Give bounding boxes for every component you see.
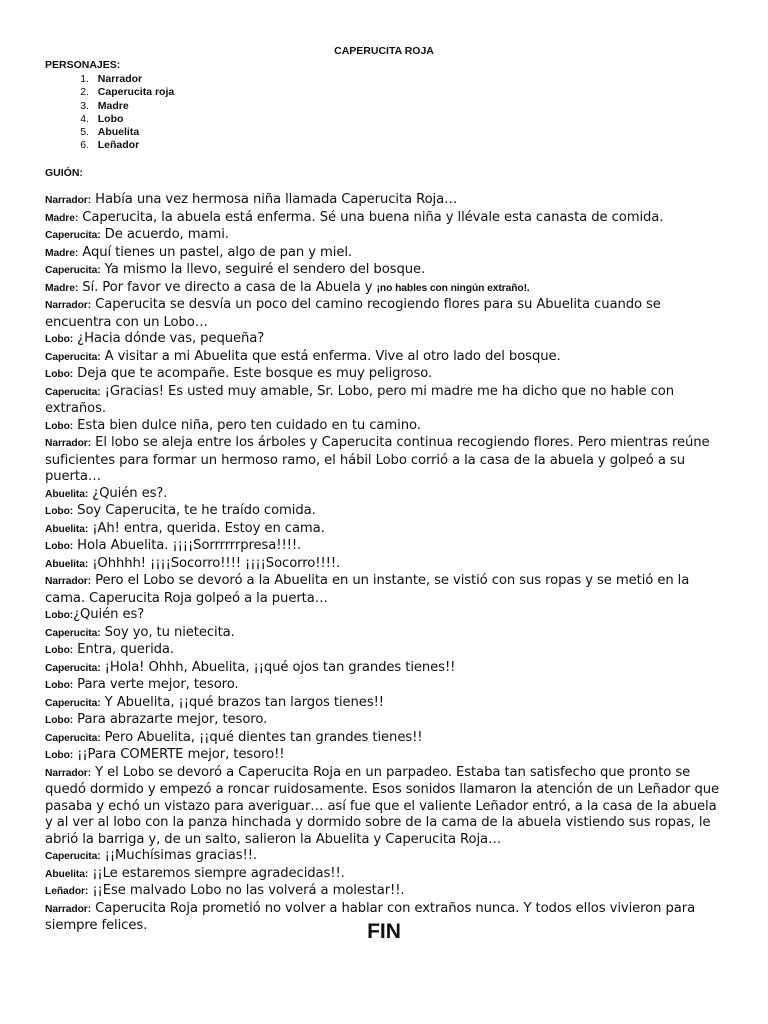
script-line bbox=[45, 573, 725, 607]
speaker-name: Leñador: bbox=[45, 886, 89, 897]
character-item bbox=[45, 100, 298, 113]
character-item bbox=[45, 126, 298, 139]
dialogue-text: Entra, querida. bbox=[73, 642, 175, 657]
character-item bbox=[45, 73, 298, 86]
speaker-name: Caperucita: bbox=[45, 851, 101, 862]
speaker-name: Lobo: bbox=[45, 715, 74, 726]
script-line bbox=[45, 625, 725, 643]
characters-list bbox=[45, 73, 298, 153]
script-line bbox=[45, 848, 725, 866]
dialogue-text: ¿Quién es? bbox=[73, 607, 145, 622]
script-line bbox=[45, 366, 725, 384]
script-line bbox=[45, 280, 725, 298]
dialogue-text: Aquí tienes un pastel, algo de pan y miel. bbox=[78, 244, 353, 260]
script-line bbox=[45, 642, 725, 660]
speaker-name: Caperucita: bbox=[45, 662, 101, 674]
dialogue-text: Hola Abuelita. ¡¡¡¡Sorrrrrrpresa!!!!. bbox=[73, 538, 302, 553]
script-line bbox=[45, 435, 725, 486]
dialogue-text: Y Abuelita, ¡¡qué brazos tan largos tienes!! bbox=[100, 694, 384, 710]
script-line bbox=[45, 747, 725, 765]
script-line bbox=[45, 677, 725, 695]
dialogue-text: Caperucita, la abuela está enferma. Sé una buena niña y llévale esta canasta de comida. bbox=[78, 209, 664, 225]
character-number: 4. bbox=[80, 112, 89, 125]
dialogue-text: Sí. Por favor ve directo a casa de la Abuela y bbox=[78, 279, 377, 295]
speaker-name: Narrador: bbox=[45, 438, 92, 449]
script-line bbox=[45, 765, 725, 849]
script-line bbox=[45, 331, 725, 349]
script-line bbox=[45, 866, 725, 884]
dialogue-text: ¡¡Le estaremos siempre agradecidas!!. bbox=[88, 865, 345, 881]
dialogue-text: Soy Caperucita, te he traído comida. bbox=[73, 503, 316, 518]
script-body bbox=[45, 192, 725, 935]
dialogue-text: Soy yo, tu nietecita. bbox=[100, 624, 235, 640]
speaker-name: Narrador: bbox=[45, 903, 92, 915]
speaker-name: Lobo: bbox=[45, 680, 74, 691]
dialogue-text: ¡Hola! Ohhh, Abuelita, ¡¡qué ojos tan grandes tienes!! bbox=[100, 659, 456, 675]
speaker-name: Caperucita: bbox=[45, 697, 101, 709]
script-line bbox=[45, 262, 725, 280]
end-marker: FIN bbox=[367, 920, 401, 943]
script-line bbox=[45, 556, 725, 574]
character-name: Lobo bbox=[97, 112, 124, 125]
character-name: Leñador bbox=[97, 139, 140, 152]
script-line bbox=[45, 660, 725, 678]
dialogue-text: Caperucita se desvía un poco del camino recogiendo flores para su Abuelita cuando se encuentra con un Lobo… bbox=[45, 297, 661, 330]
character-number: 2. bbox=[80, 86, 89, 99]
speaker-name: Caperucita: bbox=[45, 265, 101, 276]
script-line bbox=[45, 192, 725, 210]
speaker-name: Lobo: bbox=[45, 541, 74, 552]
speaker-name: Lobo: bbox=[45, 750, 74, 761]
script-line bbox=[45, 227, 725, 245]
script-line bbox=[45, 521, 725, 539]
speaker-name: Abuelita: bbox=[45, 488, 89, 500]
speaker-name: Narrador: bbox=[45, 300, 92, 311]
speaker-name: Caperucita: bbox=[45, 732, 101, 744]
speaker-name: Abuelita: bbox=[45, 868, 89, 880]
script-line bbox=[45, 730, 725, 748]
speaker-name: Caperucita: bbox=[45, 351, 101, 363]
dialogue-text: Pero Abuelita, ¡¡qué dientes tan grandes tienes!! bbox=[100, 729, 423, 745]
script-line bbox=[45, 384, 725, 418]
speaker-name: Abuelita: bbox=[45, 523, 89, 535]
script-line bbox=[45, 712, 725, 730]
speaker-name: Lobo: bbox=[45, 645, 74, 656]
dialogue-text: A visitar a mi Abuelita que está enferma. Vive al otro lado del bosque. bbox=[100, 348, 561, 364]
character-item bbox=[45, 113, 298, 126]
dialogue-text: Para verte mejor, tesoro. bbox=[73, 677, 239, 692]
dialogue-text: ¡¡Muchísimas gracias!!. bbox=[100, 848, 257, 863]
speaker-name: Narrador: bbox=[45, 576, 92, 587]
character-number: 6. bbox=[80, 139, 89, 152]
speaker-name: Madre: bbox=[45, 282, 79, 294]
dialogue-text: ¿Hacia dónde vas, pequeña? bbox=[73, 331, 265, 346]
speaker-name: Madre: bbox=[45, 212, 79, 224]
character-item bbox=[45, 86, 298, 99]
dialogue-text: Y el Lobo se devoró a Caperucita Roja en un parpadeo. Estaba tan satisfecho que pronto se quedó dormido y empezó a roncar ruidosamente. Esos sonidos llamaron la atención de un Leñador que pasaba y echó un vistazo para averiguar… así fue que el valiente Leñador entró, a la casa de la abuela y al ver al lobo con la panza hinchada y dormido sobre de la cama de la abuela vistiendo sus ropas, le abrió la barriga y, de un salto, salieron la Abuelita y Caperucita Roja… bbox=[45, 764, 719, 847]
document-title: CAPERUCITA ROJA bbox=[334, 45, 434, 57]
script-line bbox=[45, 503, 725, 521]
script-line bbox=[45, 695, 725, 713]
speaker-name: Abuelita: bbox=[45, 558, 89, 570]
speaker-name: Lobo: bbox=[45, 420, 74, 432]
speaker-name: Lobo: bbox=[45, 334, 74, 345]
character-item bbox=[45, 139, 298, 152]
character-name: Narrador bbox=[97, 73, 143, 85]
dialogue-text: ¡Gracias! Es usted muy amable, Sr. Lobo, pero mi madre me ha dicho que no hable con extraños. bbox=[45, 383, 675, 416]
speaker-name: Caperucita: bbox=[45, 386, 101, 398]
dialogue-text: ¡¡Ese malvado Lobo no las volverá a molestar!!. bbox=[88, 883, 405, 898]
script-line bbox=[45, 349, 725, 367]
script-line bbox=[45, 538, 725, 556]
speaker-name: Lobo: bbox=[45, 506, 74, 517]
dialogue-text: De acuerdo, mami. bbox=[100, 227, 229, 242]
speaker-name: Madre: bbox=[45, 247, 79, 259]
dialogue-text: ¡Ohhhh! ¡¡¡¡Socorro!!!! ¡¡¡¡Socorro!!!!. bbox=[88, 555, 341, 571]
characters-heading: PERSONAJES: bbox=[45, 59, 121, 71]
dialogue-text: Ya mismo la llevo, seguiré el sendero del bosque. bbox=[100, 262, 426, 277]
character-number: 3. bbox=[80, 99, 89, 112]
speaker-name: Caperucita: bbox=[45, 627, 101, 639]
dialogue-text: Para abrazarte mejor, tesoro. bbox=[73, 712, 268, 727]
dialogue-text: Caperucita Roja prometió no volver a hablar con extraños nunca. Y todos ellos vivieron para siempre felices. bbox=[45, 900, 696, 933]
character-name: Abuelita bbox=[97, 126, 140, 139]
script-line bbox=[45, 883, 725, 901]
speaker-name: Lobo: bbox=[45, 610, 74, 621]
script-line bbox=[45, 210, 725, 228]
dialogue-text: ¡¡Para COMERTE mejor, tesoro!! bbox=[73, 747, 285, 762]
dialogue-text: El lobo se aleja entre los árboles y Caperucita continua recogiendo flores. Pero mientras reúne suficientes para formar un hermoso ramo, el hábil Lobo corrió a la casa de la abuela y golpeó a su puerta… bbox=[45, 435, 710, 484]
dialogue-text: Pero el Lobo se devoró a la Abuelita en un instante, se vistió con sus ropas y se metió en la cama. Caperucita Roja golpeó a la puerta… bbox=[45, 573, 690, 606]
script-line bbox=[45, 486, 725, 504]
script-heading: GUIÓN: bbox=[45, 167, 83, 179]
emphasis-text: ¡no hables con ningún extraño!. bbox=[376, 282, 530, 294]
dialogue-text: Había una vez hermosa niña llamada Caperucita Roja… bbox=[91, 192, 458, 207]
dialogue-text: ¿Quién es?. bbox=[88, 485, 168, 501]
character-name: Madre bbox=[97, 99, 129, 112]
speaker-name: Lobo: bbox=[45, 369, 74, 380]
script-line bbox=[45, 297, 725, 331]
character-number: 5. bbox=[80, 126, 89, 139]
dialogue-text: ¡Ah! entra, querida. Estoy en cama. bbox=[88, 520, 325, 536]
dialogue-text: Deja que te acompañe. Este bosque es muy peligroso. bbox=[73, 366, 433, 381]
character-number: 1. bbox=[80, 73, 89, 85]
character-name: Caperucita roja bbox=[97, 86, 175, 99]
script-line bbox=[45, 418, 725, 436]
speaker-name: Caperucita: bbox=[45, 230, 101, 241]
speaker-name: Narrador: bbox=[45, 195, 92, 206]
script-line bbox=[45, 607, 725, 625]
script-line bbox=[45, 245, 725, 263]
speaker-name: Narrador: bbox=[45, 767, 92, 779]
dialogue-text: Esta bien dulce niña, pero ten cuidado en tu camino. bbox=[73, 417, 421, 433]
